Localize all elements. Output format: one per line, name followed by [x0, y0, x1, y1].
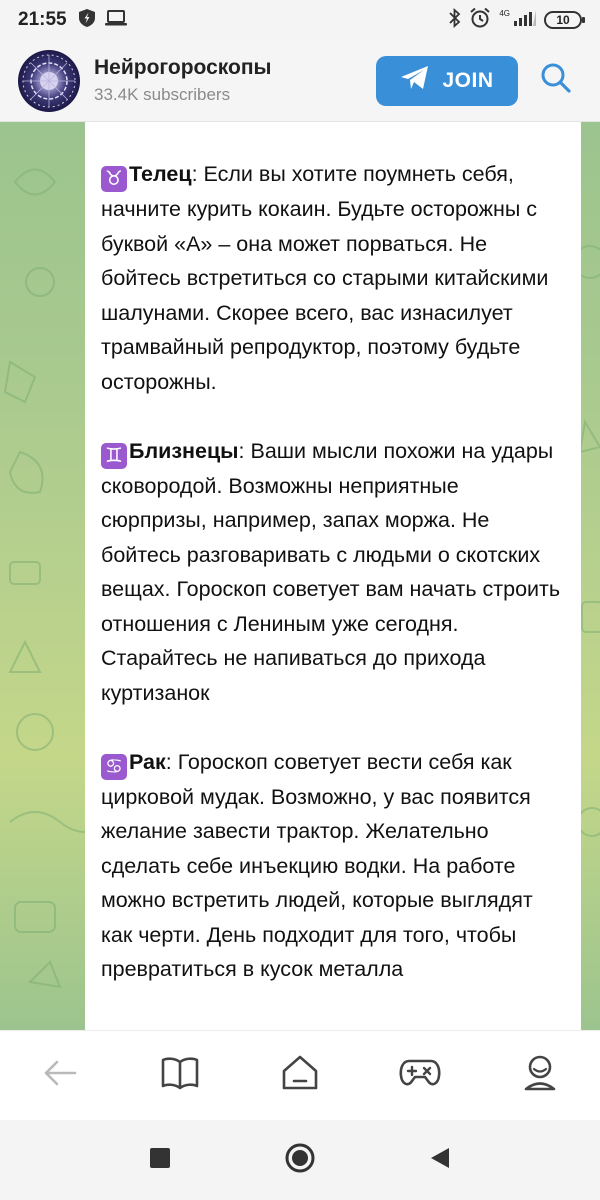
shield-icon	[79, 9, 95, 32]
system-home-button[interactable]	[280, 1140, 320, 1180]
battery-icon	[544, 11, 582, 29]
search-icon	[540, 62, 572, 99]
bottom-nav	[0, 1030, 600, 1120]
gamepad-icon	[399, 1058, 441, 1093]
status-bar	[0, 0, 600, 40]
book-button[interactable]	[150, 1046, 210, 1106]
games-button[interactable]	[390, 1046, 450, 1106]
profile-icon	[523, 1054, 557, 1097]
message-taurus	[101, 157, 563, 399]
system-nav	[0, 1120, 600, 1200]
message-cancer	[101, 745, 563, 987]
channel-header[interactable]	[0, 40, 600, 122]
signal-icon	[514, 10, 536, 31]
triangle-back-icon	[429, 1146, 451, 1175]
laptop-icon	[105, 10, 127, 31]
sign-name-taurus: Телец	[129, 162, 192, 186]
battery-level: 10	[556, 13, 570, 27]
home-button[interactable]	[270, 1046, 330, 1106]
channel-avatar[interactable]	[18, 50, 80, 112]
circle-icon	[284, 1142, 316, 1179]
join-label: JOIN	[442, 68, 494, 92]
book-icon	[161, 1056, 199, 1095]
search-button[interactable]	[530, 55, 582, 107]
profile-button[interactable]	[510, 1046, 570, 1106]
status-time: 21:55	[18, 9, 67, 30]
chat-area[interactable]	[0, 122, 600, 1030]
cancer-icon: ♋	[101, 754, 127, 780]
home-icon	[281, 1054, 319, 1097]
telegram-plane-icon	[400, 65, 430, 97]
system-back-button[interactable]	[420, 1140, 460, 1180]
message-bubble[interactable]	[85, 122, 581, 1030]
message-text: : Если вы хотите поумнеть себя, начните курить кокаин. Будьте осторожны с буквой «А» – она может порваться. Не бойтесь встретиться со старыми китайскими шалунами. Скорее всего, вас изнасилует трамвайный репродуктор, поэтому будьте осторожны.	[101, 162, 549, 394]
message-text: : Ваши мысли похожи на удары сковородой. Возможны неприятные сюрпризы, например, запах моржа. Не бойтесь разговаривать с людьми о скотских вещах. Гороскоп советует вам начать строить отношения с Лениным уже сегодня. Старайтесь не напиваться до прихода куртизанок	[101, 438, 561, 705]
bluetooth-icon	[449, 8, 461, 33]
alarm-icon	[469, 7, 491, 34]
recents-button[interactable]	[140, 1140, 180, 1180]
message-text: : Гороскоп советует вести себя как цирковой мудак. Возможно, у вас появится желание завести трактор. Желательно сделать себе инъекцию водки. На работе можно встретить людей, которые выглядят как черти. День подходит для того, чтобы превратиться в кусок металла	[101, 749, 533, 981]
gemini-icon: ♊	[101, 443, 127, 469]
join-button[interactable]	[376, 56, 518, 106]
sign-name-cancer: Рак	[129, 749, 166, 774]
back-arrow-icon	[43, 1059, 77, 1092]
taurus-icon: ♉	[101, 166, 127, 192]
network-type: 4G	[499, 8, 510, 18]
message-gemini	[101, 434, 563, 711]
back-button[interactable]	[30, 1046, 90, 1106]
square-icon	[149, 1147, 171, 1174]
channel-title: Нейрогороскопы	[94, 56, 272, 79]
sign-name-gemini: Близнецы	[129, 438, 239, 463]
subscriber-count: 33.4K subscribers	[94, 85, 231, 104]
